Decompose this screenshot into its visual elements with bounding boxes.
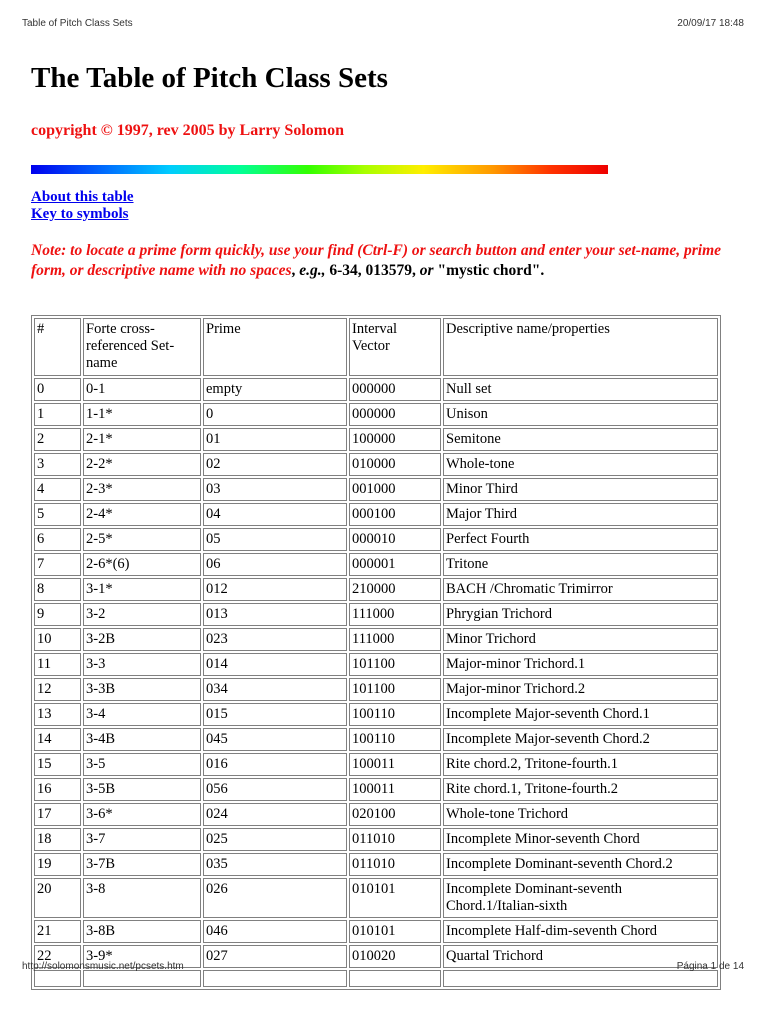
table-row [34, 778, 718, 801]
rainbow-divider [31, 165, 608, 174]
cell-prime: 023 [203, 628, 347, 651]
cell-interval-vector: 100110 [349, 728, 441, 751]
cell-interval-vector: 010000 [349, 453, 441, 476]
cell-descriptive-name: Tritone [443, 553, 718, 576]
key-to-symbols-link[interactable]: Key to symbols [31, 206, 129, 222]
cell-forte-name: 3-4B [83, 728, 201, 751]
note-comma: , [291, 262, 300, 279]
cell-prime: 026 [203, 878, 347, 918]
cell-forte-name: 2-2* [83, 453, 201, 476]
table-row [34, 703, 718, 726]
table-row [34, 653, 718, 676]
header-number: # [34, 318, 81, 376]
cell-prime: 034 [203, 678, 347, 701]
cell-descriptive-name: Incomplete Minor-seventh Chord [443, 828, 718, 851]
header-forte-name: Forte cross-referenced Set-name [83, 318, 201, 376]
cell-prime: 014 [203, 653, 347, 676]
note-instruction: Note: to locate a prime form quickly, use your find (Ctrl-F) or search button and enter your set-name, prime form, or descriptive name with no spaces [31, 242, 722, 279]
table-row [34, 728, 718, 751]
cell-prime: 06 [203, 553, 347, 576]
cell-interval-vector: 100000 [349, 428, 441, 451]
cell-interval-vector: 101100 [349, 653, 441, 676]
table-header-row [34, 318, 718, 376]
cell-number: 0 [34, 378, 81, 401]
cell-prime: 0 [203, 403, 347, 426]
cell-prime: 027 [203, 945, 347, 968]
cell-number: 15 [34, 753, 81, 776]
table-row [34, 503, 718, 526]
cell-number: 9 [34, 603, 81, 626]
cell-forte-name: 3-3B [83, 678, 201, 701]
cell-descriptive-name: BACH /Chromatic Trimirror [443, 578, 718, 601]
cell-prime: 015 [203, 703, 347, 726]
cell-prime: 013 [203, 603, 347, 626]
cell-forte-name: 3-4 [83, 703, 201, 726]
cell-descriptive-name: Quartal Trichord [443, 945, 718, 968]
cell-interval-vector: 111000 [349, 603, 441, 626]
table-row [34, 878, 718, 918]
cell-number: 14 [34, 728, 81, 751]
cell-number: 1 [34, 403, 81, 426]
table-row [34, 603, 718, 626]
table-row [34, 828, 718, 851]
cell-interval-vector: 000100 [349, 503, 441, 526]
cell-prime: 03 [203, 478, 347, 501]
cell-forte-name: 3-5B [83, 778, 201, 801]
cell-number: 20 [34, 878, 81, 918]
cell-interval-vector: 010101 [349, 878, 441, 918]
cell-number: 12 [34, 678, 81, 701]
cell-interval-vector: 010101 [349, 920, 441, 943]
table-row [34, 753, 718, 776]
print-header-title: Table of Pitch Class Sets [22, 18, 133, 29]
cell-number: 18 [34, 828, 81, 851]
cell-descriptive-name: Perfect Fourth [443, 528, 718, 551]
cell-interval-vector: 100011 [349, 778, 441, 801]
page-title: The Table of Pitch Class Sets [31, 62, 388, 94]
cell-interval-vector: 011010 [349, 853, 441, 876]
table-row [34, 853, 718, 876]
cell-descriptive-name: Unison [443, 403, 718, 426]
cell-interval-vector: 000010 [349, 528, 441, 551]
print-footer-url: http://solomonsmusic.net/pcsets.htm [22, 961, 184, 972]
cell-forte-name: 3-3 [83, 653, 201, 676]
cell-number: 16 [34, 778, 81, 801]
cell-number: 8 [34, 578, 81, 601]
cell-descriptive-name: Rite chord.1, Tritone-fourth.2 [443, 778, 718, 801]
cell-forte-name: 3-8 [83, 878, 201, 918]
copyright-notice: copyright © 1997, rev 2005 by Larry Solomon [31, 122, 344, 139]
cell-forte-name: 3-9* [83, 945, 201, 968]
pitch-class-set-table [31, 315, 721, 990]
cell-number: 2 [34, 428, 81, 451]
cell-descriptive-name: Rite chord.2, Tritone-fourth.1 [443, 753, 718, 776]
cell-interval-vector: 111000 [349, 628, 441, 651]
table-row [34, 628, 718, 651]
cell-descriptive-name: Minor Third [443, 478, 718, 501]
note-example-2: "mystic chord". [433, 262, 545, 279]
cell-prime: 016 [203, 753, 347, 776]
print-footer [22, 961, 744, 977]
cell-prime: 056 [203, 778, 347, 801]
cell-interval-vector: 011010 [349, 828, 441, 851]
table-row [34, 528, 718, 551]
cell-interval-vector: 000001 [349, 553, 441, 576]
table-row [34, 803, 718, 826]
search-note [31, 241, 741, 281]
cell-prime: 024 [203, 803, 347, 826]
cell-descriptive-name: Incomplete Dominant-seventh Chord.1/Italian-sixth [443, 878, 718, 918]
cell-forte-name: 2-5* [83, 528, 201, 551]
cell-descriptive-name: Minor Trichord [443, 628, 718, 651]
cell-number: 7 [34, 553, 81, 576]
cell-prime: 025 [203, 828, 347, 851]
cell-prime: empty [203, 378, 347, 401]
cell-number: 19 [34, 853, 81, 876]
cell-prime: 01 [203, 428, 347, 451]
cell-interval-vector: 100011 [349, 753, 441, 776]
cell-forte-name: 3-6* [83, 803, 201, 826]
nav-links [31, 189, 134, 223]
cell-prime: 012 [203, 578, 347, 601]
cell-interval-vector: 020100 [349, 803, 441, 826]
cell-interval-vector: 210000 [349, 578, 441, 601]
cell-number: 10 [34, 628, 81, 651]
cell-forte-name: 2-3* [83, 478, 201, 501]
cell-forte-name: 3-2B [83, 628, 201, 651]
cell-descriptive-name: Incomplete Half-dim-seventh Chord [443, 920, 718, 943]
cell-forte-name: 2-4* [83, 503, 201, 526]
note-or: or [419, 262, 434, 279]
cell-forte-name: 3-2 [83, 603, 201, 626]
note-example-1: 6-34, 013579, [325, 262, 420, 279]
print-header [22, 18, 744, 34]
cell-prime: 046 [203, 920, 347, 943]
cell-number: 17 [34, 803, 81, 826]
header-descriptive-name: Descriptive name/properties [443, 318, 718, 376]
table-row [34, 678, 718, 701]
cell-forte-name: 3-8B [83, 920, 201, 943]
cell-prime: 045 [203, 728, 347, 751]
cell-number: 13 [34, 703, 81, 726]
cell-forte-name: 3-7 [83, 828, 201, 851]
cell-prime: 02 [203, 453, 347, 476]
table-row [34, 378, 718, 401]
header-prime: Prime [203, 318, 347, 376]
cell-interval-vector: 000000 [349, 403, 441, 426]
cell-number: 11 [34, 653, 81, 676]
cell-descriptive-name: Null set [443, 378, 718, 401]
cell-number: 21 [34, 920, 81, 943]
cell-interval-vector: 000000 [349, 378, 441, 401]
table-row [34, 553, 718, 576]
cell-number: 4 [34, 478, 81, 501]
cell-descriptive-name: Incomplete Major-seventh Chord.2 [443, 728, 718, 751]
cell-forte-name: 2-6*(6) [83, 553, 201, 576]
cell-forte-name: 1-1* [83, 403, 201, 426]
table-row [34, 920, 718, 943]
cell-descriptive-name: Incomplete Major-seventh Chord.1 [443, 703, 718, 726]
table-row [34, 428, 718, 451]
cell-descriptive-name: Incomplete Dominant-seventh Chord.2 [443, 853, 718, 876]
table-row [34, 403, 718, 426]
cell-forte-name: 3-5 [83, 753, 201, 776]
cell-descriptive-name: Major Third [443, 503, 718, 526]
cell-prime: 04 [203, 503, 347, 526]
note-eg: e.g., [299, 262, 326, 279]
about-table-link[interactable]: About this table [31, 189, 134, 205]
header-interval-vector: Interval Vector [349, 318, 441, 376]
cell-descriptive-name: Semitone [443, 428, 718, 451]
cell-descriptive-name: Whole-tone Trichord [443, 803, 718, 826]
table-row [34, 453, 718, 476]
cell-descriptive-name: Phrygian Trichord [443, 603, 718, 626]
print-header-datetime: 20/09/17 18:48 [677, 18, 744, 29]
cell-interval-vector: 001000 [349, 478, 441, 501]
cell-descriptive-name: Whole-tone [443, 453, 718, 476]
cell-forte-name: 0-1 [83, 378, 201, 401]
cell-forte-name: 3-7B [83, 853, 201, 876]
cell-interval-vector: 101100 [349, 678, 441, 701]
table-row [34, 478, 718, 501]
cell-forte-name: 3-1* [83, 578, 201, 601]
cell-prime: 035 [203, 853, 347, 876]
cell-prime: 05 [203, 528, 347, 551]
cell-number: 5 [34, 503, 81, 526]
cell-number: 3 [34, 453, 81, 476]
cell-forte-name: 2-1* [83, 428, 201, 451]
cell-interval-vector: 010020 [349, 945, 441, 968]
cell-number: 22 [34, 945, 81, 968]
cell-descriptive-name: Major-minor Trichord.1 [443, 653, 718, 676]
cell-interval-vector: 100110 [349, 703, 441, 726]
print-footer-page: Página 1 de 14 [676, 961, 744, 972]
cell-descriptive-name: Major-minor Trichord.2 [443, 678, 718, 701]
cell-number: 6 [34, 528, 81, 551]
table-row [34, 578, 718, 601]
